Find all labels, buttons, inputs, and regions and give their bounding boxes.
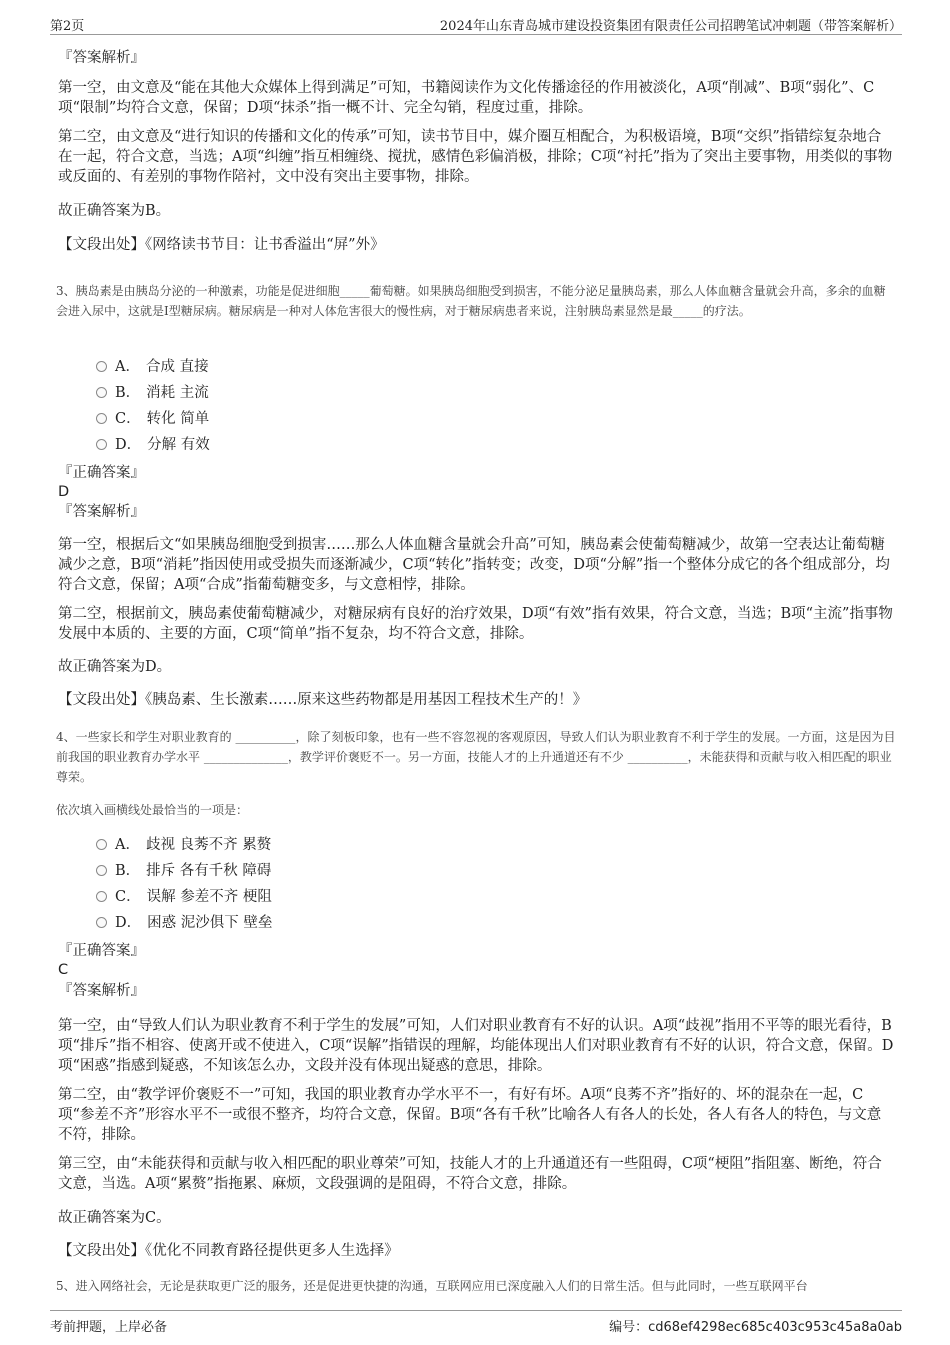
page-header xyxy=(50,12,902,35)
page-footer xyxy=(50,1310,902,1337)
q4-analysis-p3: 第三空，由“未能获得和贡献与收入相匹配的职业尊荣”可知，技能人才的上升通道还有一些阻碍，C项“梗阻”指阻塞、断绝，符合文意，当选。A项“累赘”指拖累、麻烦，文段强调的是阻碍，不符合文意，排除。 xyxy=(58,1156,882,1192)
q4-correct-label: 『正确答案』 xyxy=(58,943,145,959)
document-title: 2024年山东青岛城市建设投资集团有限责任公司招聘笔试冲刺题（带答案解析） xyxy=(439,19,902,34)
q4-option-d[interactable]: D． 困惑 泥沙俱下 壁垒 xyxy=(96,913,272,933)
footer-slogan: 考前押题，上岸必备 xyxy=(50,1320,168,1335)
q3-correct-label: 『正确答案』 xyxy=(58,465,145,481)
q3-source: 【文段出处】《胰岛素、生长激素……原来这些药物都是用基因工程技术生产的！》 xyxy=(58,692,588,708)
q4-option-a[interactable]: A． 歧视 良莠不齐 累赘 xyxy=(96,835,271,855)
q4-option-c[interactable]: C． 误解 参差不齐 梗阻 xyxy=(96,887,272,907)
q3-analysis-label: 『答案解析』 xyxy=(58,504,145,520)
q2-source: 【文段出处】《网络读书节目：让书香溢出“屏”外》 xyxy=(58,237,385,253)
page-number: 第2页 xyxy=(50,19,85,34)
radio-icon[interactable] xyxy=(96,917,107,928)
radio-icon[interactable] xyxy=(96,361,107,372)
q4-answer: C xyxy=(58,962,69,978)
q3-conclusion: 故正确答案为D。 xyxy=(58,659,172,675)
q4-analysis-label: 『答案解析』 xyxy=(58,983,145,999)
q2-analysis-p2: 第二空，由文意及“进行知识的传播和文化的传承”可知，读书节目中，媒介圈互相配合，为积极语境，B项“交织”指错综复杂地合在一起，符合文意，当选；A项“纠缠”指互相缠绕、搅扰，感情色彩偏消极，排除；C项“衬托”指为了突出主要事物，用类似的事物或反面的、有差别的事物作陪衬，文中没有突出主要事物，排除。 xyxy=(58,129,893,185)
q3-analysis-p2: 第二空，根据前文，胰岛素使葡萄糖减少，对糖尿病有良好的治疗效果，D项“有效”指有效果，符合文意，当选；B项“主流”指事物发展中本质的、主要的方面，C项“简单”指不复杂，均不符合文意，排除。 xyxy=(58,606,893,642)
q2-analysis-label: 『答案解析』 xyxy=(58,50,145,66)
q3-option-d[interactable]: D． 分解 有效 xyxy=(96,435,210,455)
q3-option-b[interactable]: B． 消耗 主流 xyxy=(96,383,209,403)
radio-icon[interactable] xyxy=(96,413,107,424)
radio-icon[interactable] xyxy=(96,865,107,876)
q4-option-b[interactable]: B． 排斥 各有千秋 障碍 xyxy=(96,861,271,881)
q4-analysis-p1: 第一空，由“导致人们认为职业教育不利于学生的发展”可知，人们对职业教育有不好的认识。A项“歧视”指用不平等的眼光看待，B项“排斥”指不相容、使离开或不使进入，C项“误解”指错误的理解，均能体现出人们对职业教育有不好的认识，符合文意，保留。D项“困惑”指感到疑惑，不知该怎么办，文段并没有体现出疑惑的意思，排除。 xyxy=(58,1018,894,1074)
q2-analysis-p1: 第一空，由文意及“能在其他大众媒体上得到满足”可知，书籍阅读作为文化传播途径的作用被淡化，A项“削减”、B项“弱化”、C项“限制”均符合文意，保留；D项“抹杀”指一概不计、完全勾销，程度过重，排除。 xyxy=(58,80,875,116)
radio-icon[interactable] xyxy=(96,839,107,850)
q4-conclusion: 故正确答案为C。 xyxy=(58,1210,171,1226)
q3-option-a[interactable]: A． 合成 直接 xyxy=(96,357,209,377)
q3-stem: 3、胰岛素是由胰岛分泌的一种激素，功能是促进细胞_____葡萄糖。如果胰岛细胞受到损害，不能分泌足量胰岛素，那么人体血糖含量就会升高，多余的血糖会进入尿中，这就是I型糖尿病。糖尿病是一种对人体危害很大的慢性病，对于糖尿病患者来说，注射胰岛素显然是最_____的疗法。 xyxy=(56,284,886,318)
q4-analysis-p2: 第二空，由“教学评价褒贬不一”可知，我国的职业教育办学水平不一，有好有坏。A项“良莠不齐”指好的、坏的混杂在一起，C项“参差不齐”形容水平不一或很不整齐，均符合文意，保留。B项“各有千秋”比喻各人有各人的长处，各人有各人的特色，与文意不符，排除。 xyxy=(58,1087,882,1143)
q3-answer: D xyxy=(58,484,70,500)
radio-icon[interactable] xyxy=(96,387,107,398)
q5-stem: 5、进入网络社会，无论是获取更广泛的服务，还是促进更快捷的沟通，互联网应用已深度融入人们的日常生活。但与此同时，一些互联网平台 xyxy=(56,1279,808,1293)
document-code: 编号：cd68ef4298ec685c403c953c45a8a0ab xyxy=(609,1320,902,1335)
q4-source: 【文段出处】《优化不同教育路径提供更多人生选择》 xyxy=(58,1243,399,1259)
q4-instruction: 依次填入画横线处最恰当的一项是： xyxy=(56,803,249,817)
radio-icon[interactable] xyxy=(96,891,107,902)
q3-analysis-p1: 第一空，根据后文“如果胰岛细胞受到损害……那么人体血糖含量就会升高”可知，胰岛素会使葡萄糖减少，故第一空表达让葡萄糖减少之意，B项“消耗”指因使用或受损失而逐渐减少，C项“转化”指转变；改变，D项“分解”指一个整体分成它的各个组成部分，均符合文意，保留；A项“合成”指葡萄糖变多，与文意相悖，排除。 xyxy=(58,537,890,593)
q2-conclusion: 故正确答案为B。 xyxy=(58,203,171,219)
radio-icon[interactable] xyxy=(96,439,107,450)
q3-option-c[interactable]: C． 转化 简单 xyxy=(96,409,209,429)
q4-stem: 4、一些家长和学生对职业教育的 __________，除了刻板印象，也有一些不容忽视的客观原因，导致人们认为职业教育不利于学生的发展。一方面，这是因为目前我国的职业教育办学水平 ______________，教学评价褒贬不一。另一方面，技能人才的上升通道还有不少 __________，未能获得和贡献与收入相匹配的职业尊荣。 xyxy=(56,730,896,784)
